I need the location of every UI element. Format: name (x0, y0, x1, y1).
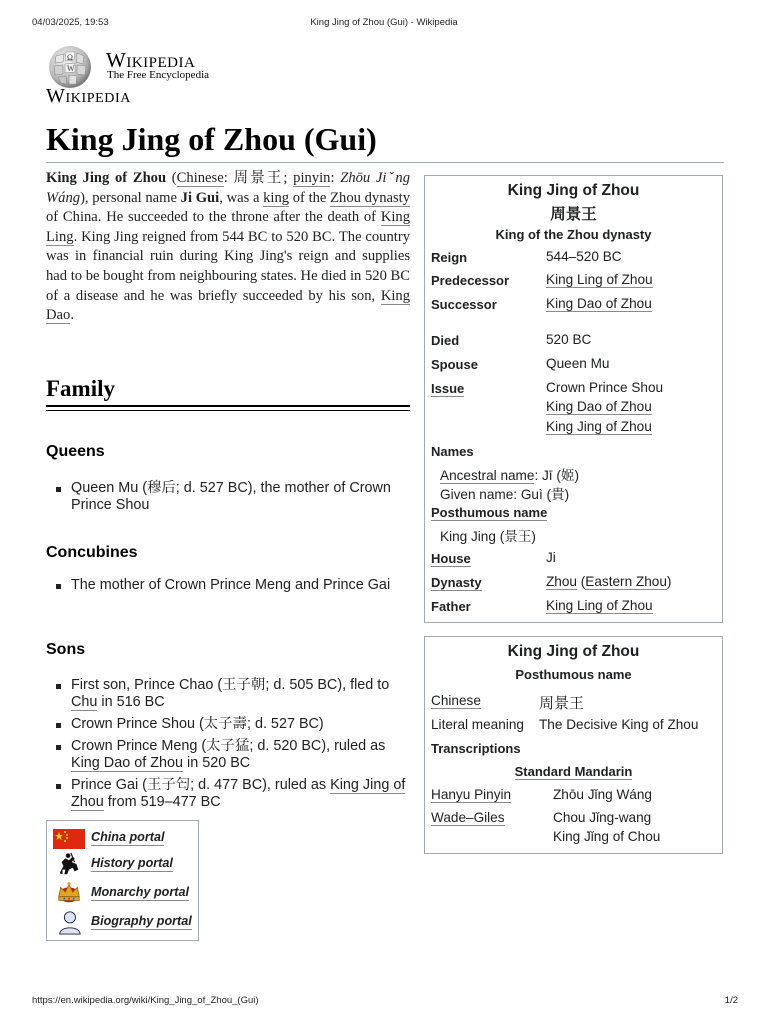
biography-person-icon (53, 909, 85, 935)
dynasty-link[interactable]: Dynasty (431, 575, 482, 590)
ancestral-name-link[interactable]: Ancestral name (440, 468, 535, 483)
ancestral-name-value: : Jī (姬) (534, 468, 580, 483)
chinese-link[interactable]: Chinese (176, 170, 224, 186)
successor-label: Successor (431, 297, 497, 312)
print-tab-title: King Jing of Zhou (Gui) - Wikipedia (310, 17, 458, 28)
infobox2-subtitle: Posthumous name (515, 667, 632, 682)
posthumous-name-value: King Jing (景王) (440, 529, 536, 544)
portals-box (46, 820, 199, 941)
page-title: King Jing of Zhou (Gui) (46, 121, 377, 157)
chu-link[interactable]: Chu (71, 694, 98, 710)
infobox-chinese-name (424, 636, 723, 854)
portal-biography[interactable] (51, 909, 197, 935)
list-item: The mother of Crown Prince Meng and Prince Gai (46, 577, 416, 594)
infobox (424, 175, 723, 623)
lead-paragraph (46, 169, 410, 326)
issue-value: Crown Prince Shou (546, 380, 664, 395)
standard-mandarin-label: Standard Mandarin (514, 764, 633, 779)
portal-monarchy[interactable] (51, 880, 197, 906)
list-item (46, 738, 416, 772)
son-text: in 516 BC (97, 694, 165, 710)
concubines-heading: Concubines (46, 544, 138, 561)
title-divider (46, 162, 724, 163)
concubines-list (46, 577, 416, 599)
wikipedia-wordmark: Wikipedia (106, 48, 196, 72)
standard-mandarin-link[interactable] (425, 764, 722, 779)
wikipedia-globe-icon (46, 44, 96, 90)
wade-giles-value-2: King Jǐng of Chou (553, 829, 661, 844)
wikipedia-wordmark-small: Wikipedia (46, 85, 131, 107)
king-jing-of-zhou-link[interactable]: King Jing of Zhou (71, 777, 406, 810)
infobox-subtitle: King of the Zhou dynasty (495, 227, 652, 242)
infobox2-title: King Jing of Zhou (507, 643, 640, 660)
given-name: Given name: Guì (貴) (440, 487, 570, 502)
dynasty-value (546, 574, 671, 589)
china-flag-icon (53, 825, 85, 851)
personal-name: Ji Gui (180, 189, 220, 206)
zhou-link[interactable]: Zhou (546, 574, 577, 589)
lead-text: ( (166, 170, 177, 186)
hanyu-pinyin-link[interactable]: Hanyu Pinyin (431, 787, 512, 802)
issue-king-dao-link[interactable]: King Dao of Zhou (546, 399, 652, 414)
lead-name: King Jing of Zhou (46, 170, 167, 186)
family-divider (46, 405, 410, 407)
names-label: Names (431, 444, 474, 459)
lead-text: of the (289, 189, 331, 206)
son-text: First son, Prince Chao (王子朝; d. 505 BC), fled to (71, 677, 390, 693)
sons-list (46, 677, 416, 816)
wikipedia-tagline: The Free Encyclopedia (107, 69, 210, 81)
chinese-value: 周景王 (539, 695, 585, 712)
portal-label: China portal (91, 830, 165, 844)
king-ling-link[interactable]: King Ling (46, 209, 410, 245)
son-text: in 520 BC (183, 755, 251, 771)
portal-label: Biography portal (91, 914, 192, 928)
portal-history[interactable] (51, 851, 197, 877)
issue-king-jing-link[interactable]: King Jing of Zhou (546, 419, 652, 434)
lead-text: : (330, 170, 341, 186)
predecessor-label: Predecessor (431, 273, 510, 288)
print-url: https://en.wikipedia.org/wiki/King_Jing_of_Zhou_(Gui) (32, 995, 259, 1006)
son-text: from 519–477 BC (103, 794, 221, 810)
predecessor-link[interactable]: King Ling of Zhou (546, 272, 653, 287)
eastern-zhou-link[interactable]: Eastern Zhou (585, 574, 667, 589)
lead-text: ), personal name (80, 189, 181, 206)
infobox-title-chinese: 周景王 (550, 206, 597, 223)
pinyin-value: Zhōu Jiˇng Wáng (46, 170, 410, 206)
king-dao-link[interactable]: King Dao (46, 287, 410, 324)
spouse-label: Spouse (431, 357, 478, 372)
list-item: Crown Prince Shou (太子壽; d. 527 BC) (46, 716, 416, 733)
transcriptions-label: Transcriptions (431, 741, 521, 756)
posthumous-name-link[interactable]: Posthumous name (431, 505, 548, 520)
svg-text:W: W (67, 64, 75, 73)
father-label: Father (431, 599, 471, 614)
reign-value: 544–520 BC (546, 249, 622, 264)
portal-label: Monarchy portal (91, 885, 189, 899)
list-item: Queen Mu (穆后; d. 527 BC), the mother of Crown Prince Shou (46, 480, 416, 514)
print-page-number: 1/2 (724, 995, 738, 1006)
son-text: Prince Gai (王子匄; d. 477 BC), ruled as (71, 777, 331, 793)
infobox-title: King Jing of Zhou (507, 182, 640, 199)
died-value: 520 BC (546, 332, 592, 347)
literal-meaning-label: Literal meaning (431, 717, 524, 732)
lead-text: . King Jing reigned from 544 BC to 520 BC. The country was in financial ruin during King Jing's reign and supplies had to be bought from neighbouring states. He died in 520 BC of a disease and he was briefly succeeded by his son, (46, 228, 410, 304)
queens-heading: Queens (46, 443, 105, 460)
lead-text: of China. He succeeded to the throne after the death of (46, 209, 381, 226)
reign-label: Reign (431, 250, 468, 265)
father-link[interactable]: King Ling of Zhou (546, 598, 653, 613)
spouse-value: Queen Mu (546, 356, 610, 371)
family-divider-thin (46, 410, 410, 411)
house-value: Ji (546, 550, 556, 565)
son-text: Crown Prince Meng (太子猛; d. 520 BC), ruled as (71, 738, 386, 754)
dynasty-paren: ) (666, 574, 672, 589)
queens-list (46, 480, 416, 519)
svg-text:Ω: Ω (67, 53, 73, 62)
lead-text: . (70, 307, 74, 324)
print-datetime: 04/03/2025, 19:53 (32, 17, 109, 28)
history-horseman-icon (53, 851, 85, 877)
literal-meaning-value: The Decisive King of Zhou (539, 717, 699, 732)
hanyu-pinyin-value: Zhōu Jǐng Wáng (553, 787, 652, 802)
king-link[interactable]: king (263, 189, 290, 206)
portal-china[interactable] (51, 825, 197, 851)
issue-link[interactable]: Issue (431, 381, 465, 396)
portal-label: History portal (91, 856, 173, 870)
list-item (46, 677, 416, 711)
family-heading: Family (46, 376, 115, 401)
dynasty-paren: ( (576, 574, 586, 589)
house-link[interactable]: House (431, 551, 471, 566)
successor-link[interactable]: King Dao of Zhou (546, 296, 652, 311)
pinyin-link[interactable]: pinyin (293, 170, 331, 186)
ancestral-name (440, 464, 579, 484)
lead-text: , was a (219, 189, 264, 206)
sons-heading: Sons (46, 641, 86, 658)
lead-text: : 周景王; (223, 170, 294, 186)
chinese-label-link[interactable]: Chinese (431, 693, 481, 708)
crown-icon (53, 880, 85, 906)
died-label: Died (431, 333, 460, 348)
zhou-dynasty-link[interactable]: Zhou dynasty (330, 189, 410, 206)
wade-giles-value: Chou Jǐng-wang (553, 810, 652, 825)
king-dao-of-zhou-link[interactable]: King Dao of Zhou (71, 755, 183, 771)
wade-giles-link[interactable]: Wade–Giles (431, 810, 505, 825)
list-item (46, 777, 416, 811)
wikipedia-logo[interactable] (46, 44, 266, 114)
